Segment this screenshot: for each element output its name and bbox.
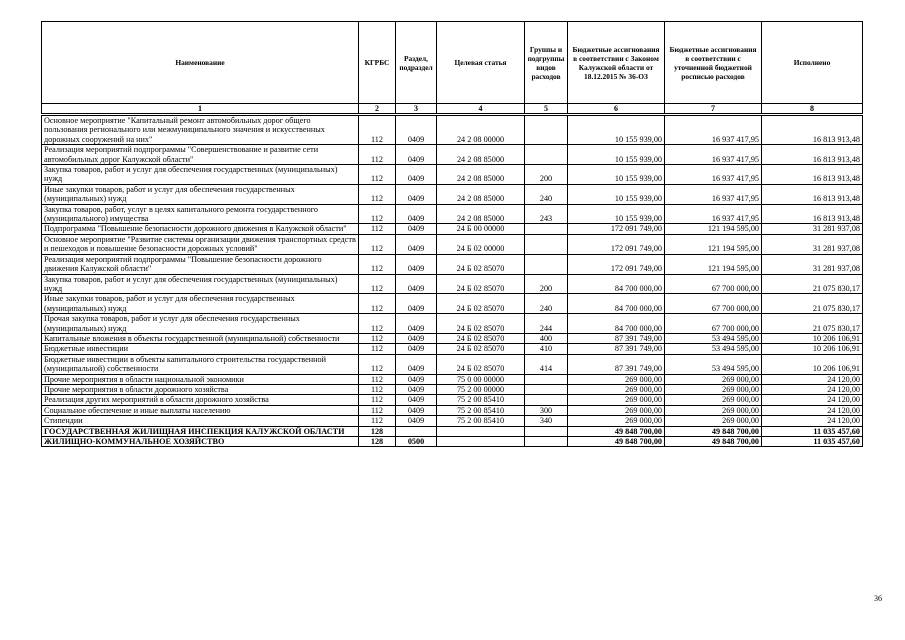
cell-target: 75 2 00 85410 [437,405,525,415]
cell-target: 24 Б 02 85070 [437,354,525,374]
cell-assign-refined: 16 937 417,95 [665,145,762,165]
col-header-name: Наименование [42,22,359,104]
cell-name: Закупка товаров, работ, услуг в целях капитального ремонта государственного (муниципального) имущества [42,204,359,224]
cell-razdel: 0409 [396,333,437,343]
cell-name: Основное мероприятие "Развитие системы организации движения транспортных средств и пешеходов и повышение безопасности дорожных условий" [42,234,359,254]
table-row [42,165,863,185]
cell-name: Прочие мероприятия в области дорожного хозяйства [42,384,359,394]
cell-group: 340 [525,416,568,426]
table-row [42,294,863,314]
cell-kgrbs: 112 [359,204,396,224]
cell-target: 24 2 08 85000 [437,204,525,224]
cell-assign-refined: 121 194 595,00 [665,234,762,254]
budget-table [41,21,863,447]
cell-assign-refined: 269 000,00 [665,405,762,415]
cell-group [525,224,568,234]
cell-razdel: 0409 [396,374,437,384]
cell-razdel: 0409 [396,115,437,145]
cell-kgrbs: 112 [359,374,396,384]
cell-assign-refined: 49 848 700,00 [665,426,762,436]
header-row [42,22,863,104]
table-row [42,234,863,254]
cell-kgrbs: 112 [359,416,396,426]
cell-target: 24 Б 02 85070 [437,254,525,274]
cell-assign-refined: 67 700 000,00 [665,274,762,294]
cell-group: 414 [525,354,568,374]
cell-assign-refined: 53 494 595,00 [665,333,762,343]
cell-target: 24 2 08 85000 [437,184,525,204]
cell-target: 75 2 00 85410 [437,395,525,405]
cell-executed: 24 120,00 [762,405,863,415]
cell-target [437,437,525,447]
col-number: 4 [437,104,525,115]
table-row [42,405,863,415]
cell-razdel: 0409 [396,395,437,405]
table-row [42,254,863,274]
cell-razdel: 0409 [396,344,437,354]
cell-executed: 24 120,00 [762,416,863,426]
cell-assign-refined: 16 937 417,95 [665,184,762,204]
cell-razdel: 0409 [396,294,437,314]
cell-executed: 16 813 913,48 [762,145,863,165]
cell-target: 24 Б 02 85070 [437,333,525,343]
col-header-assign-law: Бюджетные ассигнования в соответствии с Законом Калужской области от 18.12.2015 № 36-ОЗ [568,22,665,104]
cell-executed: 24 120,00 [762,374,863,384]
cell-assign-law: 269 000,00 [568,384,665,394]
cell-target: 24 Б 02 00000 [437,234,525,254]
table-row [42,184,863,204]
col-header-executed: Исполнено [762,22,863,104]
col-header-kgrbs: КГРБС [359,22,396,104]
col-number: 3 [396,104,437,115]
cell-assign-law: 49 848 700,00 [568,437,665,447]
cell-group [525,437,568,447]
cell-executed: 21 075 830,17 [762,274,863,294]
cell-name: Бюджетные инвестиции [42,344,359,354]
cell-executed: 16 813 913,48 [762,184,863,204]
cell-razdel: 0409 [396,254,437,274]
cell-executed: 31 281 937,08 [762,234,863,254]
cell-razdel [396,426,437,436]
cell-executed: 24 120,00 [762,384,863,394]
cell-assign-refined: 49 848 700,00 [665,437,762,447]
cell-kgrbs: 128 [359,426,396,436]
cell-kgrbs: 112 [359,254,396,274]
table-row [42,395,863,405]
cell-assign-refined: 121 194 595,00 [665,224,762,234]
page-number: 36 [874,594,882,603]
table-row [42,204,863,224]
col-header-groups: Группы и подгруппы видов расходов [525,22,568,104]
cell-target: 24 2 08 85000 [437,165,525,185]
cell-group [525,374,568,384]
cell-razdel: 0409 [396,204,437,224]
cell-name: Прочая закупка товаров, работ и услуг для обеспечения государственных (муниципальных) нужд [42,314,359,334]
cell-target [437,426,525,436]
cell-group: 243 [525,204,568,224]
cell-assign-law: 84 700 000,00 [568,274,665,294]
table-body [42,115,863,447]
cell-executed: 10 206 106,91 [762,354,863,374]
col-number: 2 [359,104,396,115]
cell-kgrbs: 112 [359,274,396,294]
cell-assign-refined: 16 937 417,95 [665,204,762,224]
cell-assign-law: 87 391 749,00 [568,344,665,354]
col-header-assign-refined: Бюджетные ассигнования в соответствии с уточненной бюджетной росписью расходов [665,22,762,104]
table-row [42,384,863,394]
cell-group [525,426,568,436]
cell-name: Стипендии [42,416,359,426]
cell-executed: 16 813 913,48 [762,115,863,145]
cell-razdel: 0409 [396,184,437,204]
cell-kgrbs: 112 [359,234,396,254]
cell-assign-law: 87 391 749,00 [568,354,665,374]
cell-group: 244 [525,314,568,334]
cell-assign-law: 10 155 939,00 [568,115,665,145]
cell-assign-refined: 67 700 000,00 [665,294,762,314]
cell-group: 240 [525,294,568,314]
cell-executed: 10 206 106,91 [762,333,863,343]
cell-executed: 21 075 830,17 [762,294,863,314]
table-row [42,115,863,145]
cell-group: 200 [525,274,568,294]
table-row [42,314,863,334]
cell-assign-law: 10 155 939,00 [568,184,665,204]
cell-assign-refined: 269 000,00 [665,384,762,394]
col-number: 6 [568,104,665,115]
cell-assign-refined: 16 937 417,95 [665,165,762,185]
cell-group [525,145,568,165]
cell-executed: 11 035 457,60 [762,437,863,447]
table-row [42,344,863,354]
cell-assign-law: 10 155 939,00 [568,165,665,185]
cell-name: Иные закупки товаров, работ и услуг для обеспечения государственных (муниципальных) нужд [42,184,359,204]
cell-target: 75 2 00 00000 [437,384,525,394]
col-number: 8 [762,104,863,115]
cell-target: 24 Б 02 85070 [437,344,525,354]
cell-razdel: 0409 [396,314,437,334]
cell-kgrbs: 112 [359,314,396,334]
cell-target: 24 Б 02 85070 [437,274,525,294]
cell-assign-law: 269 000,00 [568,416,665,426]
cell-kgrbs: 112 [359,384,396,394]
cell-assign-law: 84 700 000,00 [568,294,665,314]
table-row [42,374,863,384]
cell-assign-law: 49 848 700,00 [568,426,665,436]
cell-assign-law: 269 000,00 [568,374,665,384]
cell-assign-law: 87 391 749,00 [568,333,665,343]
cell-name: Бюджетные инвестиции в объекты капитального строительства государственной (муниципальной) собственности [42,354,359,374]
cell-group [525,234,568,254]
cell-kgrbs: 112 [359,354,396,374]
col-number: 5 [525,104,568,115]
cell-name: Реализация мероприятий подпрограммы "Повышение безопасности дорожного движения Калужской области" [42,254,359,274]
table-row [42,416,863,426]
column-number-row [42,104,863,115]
cell-executed: 11 035 457,60 [762,426,863,436]
cell-group [525,115,568,145]
cell-target: 24 Б 00 00000 [437,224,525,234]
cell-target: 24 2 08 85000 [437,145,525,165]
cell-assign-law: 10 155 939,00 [568,145,665,165]
cell-assign-refined: 269 000,00 [665,374,762,384]
col-header-target: Целевая статья [437,22,525,104]
cell-name: Закупка товаров, работ и услуг для обеспечения государственных (муниципальных) нужд [42,274,359,294]
table-row [42,274,863,294]
cell-assign-law: 269 000,00 [568,395,665,405]
cell-group [525,395,568,405]
cell-executed: 16 813 913,48 [762,204,863,224]
cell-assign-refined: 269 000,00 [665,416,762,426]
cell-kgrbs: 112 [359,145,396,165]
cell-assign-refined: 121 194 595,00 [665,254,762,274]
cell-executed: 21 075 830,17 [762,314,863,334]
cell-target: 75 0 00 00000 [437,374,525,384]
cell-group [525,384,568,394]
cell-name: Реализация других мероприятий в области дорожного хозяйства [42,395,359,405]
cell-kgrbs: 112 [359,115,396,145]
cell-assign-law: 10 155 939,00 [568,204,665,224]
cell-target: 24 Б 02 85070 [437,314,525,334]
cell-kgrbs: 112 [359,405,396,415]
cell-kgrbs: 112 [359,294,396,314]
cell-assign-refined: 67 700 000,00 [665,314,762,334]
cell-name: Основное мероприятие "Капитальный ремонт автомобильных дорог общего пользования регионального или межмуниципального значения и искусственных дорожных сооружений на них" [42,115,359,145]
cell-target: 75 2 00 85410 [437,416,525,426]
cell-assign-refined: 269 000,00 [665,395,762,405]
cell-name: Социальное обеспечение и иные выплаты населению [42,405,359,415]
cell-razdel: 0409 [396,405,437,415]
cell-name: Закупка товаров, работ и услуг для обеспечения государственных (муниципальных) нужд [42,165,359,185]
cell-kgrbs: 112 [359,165,396,185]
cell-name: Подпрограмма "Повышение безопасности дорожного движения в Калужской области" [42,224,359,234]
table-row [42,333,863,343]
cell-razdel: 0409 [396,165,437,185]
cell-assign-refined: 53 494 595,00 [665,344,762,354]
cell-group: 410 [525,344,568,354]
cell-executed: 31 281 937,08 [762,224,863,234]
cell-assign-refined: 53 494 595,00 [665,354,762,374]
table-row [42,437,863,447]
cell-name: Реализация мероприятий подпрограммы "Совершенствование и развитие сети автомобильных дорог Калужской области" [42,145,359,165]
col-number: 7 [665,104,762,115]
cell-name: ГОСУДАРСТВЕННАЯ ЖИЛИЩНАЯ ИНСПЕКЦИЯ КАЛУЖСКОЙ ОБЛАСТИ [42,426,359,436]
cell-group [525,254,568,274]
cell-assign-law: 172 091 749,00 [568,234,665,254]
cell-executed: 31 281 937,08 [762,254,863,274]
cell-assign-law: 269 000,00 [568,405,665,415]
table-row [42,145,863,165]
cell-name: ЖИЛИЩНО-КОММУНАЛЬНОЕ ХОЗЯЙСТВО [42,437,359,447]
col-header-razdel: Раздел, подраздел [396,22,437,104]
cell-razdel: 0500 [396,437,437,447]
cell-group: 300 [525,405,568,415]
cell-razdel: 0409 [396,145,437,165]
cell-group: 200 [525,165,568,185]
cell-kgrbs: 112 [359,395,396,405]
col-number: 1 [42,104,359,115]
cell-executed: 16 813 913,48 [762,165,863,185]
cell-kgrbs: 112 [359,333,396,343]
cell-assign-law: 172 091 749,00 [568,224,665,234]
cell-kgrbs: 128 [359,437,396,447]
cell-name: Прочие мероприятия в области национальной экономики [42,374,359,384]
cell-razdel: 0409 [396,384,437,394]
table-row [42,426,863,436]
cell-executed: 10 206 106,91 [762,344,863,354]
cell-name: Капитальные вложения в объекты государственной (муниципальной) собственности [42,333,359,343]
cell-kgrbs: 112 [359,184,396,204]
table-row [42,224,863,234]
cell-group: 240 [525,184,568,204]
cell-assign-law: 172 091 749,00 [568,254,665,274]
table-row [42,354,863,374]
cell-razdel: 0409 [396,234,437,254]
cell-razdel: 0409 [396,416,437,426]
cell-razdel: 0409 [396,224,437,234]
cell-name: Иные закупки товаров, работ и услуг для обеспечения государственных (муниципальных) нужд [42,294,359,314]
cell-razdel: 0409 [396,354,437,374]
cell-razdel: 0409 [396,274,437,294]
cell-assign-law: 84 700 000,00 [568,314,665,334]
cell-assign-refined: 16 937 417,95 [665,115,762,145]
cell-target: 24 2 08 00000 [437,115,525,145]
cell-kgrbs: 112 [359,344,396,354]
cell-target: 24 Б 02 85070 [437,294,525,314]
cell-group: 400 [525,333,568,343]
cell-kgrbs: 112 [359,224,396,234]
cell-executed: 24 120,00 [762,395,863,405]
